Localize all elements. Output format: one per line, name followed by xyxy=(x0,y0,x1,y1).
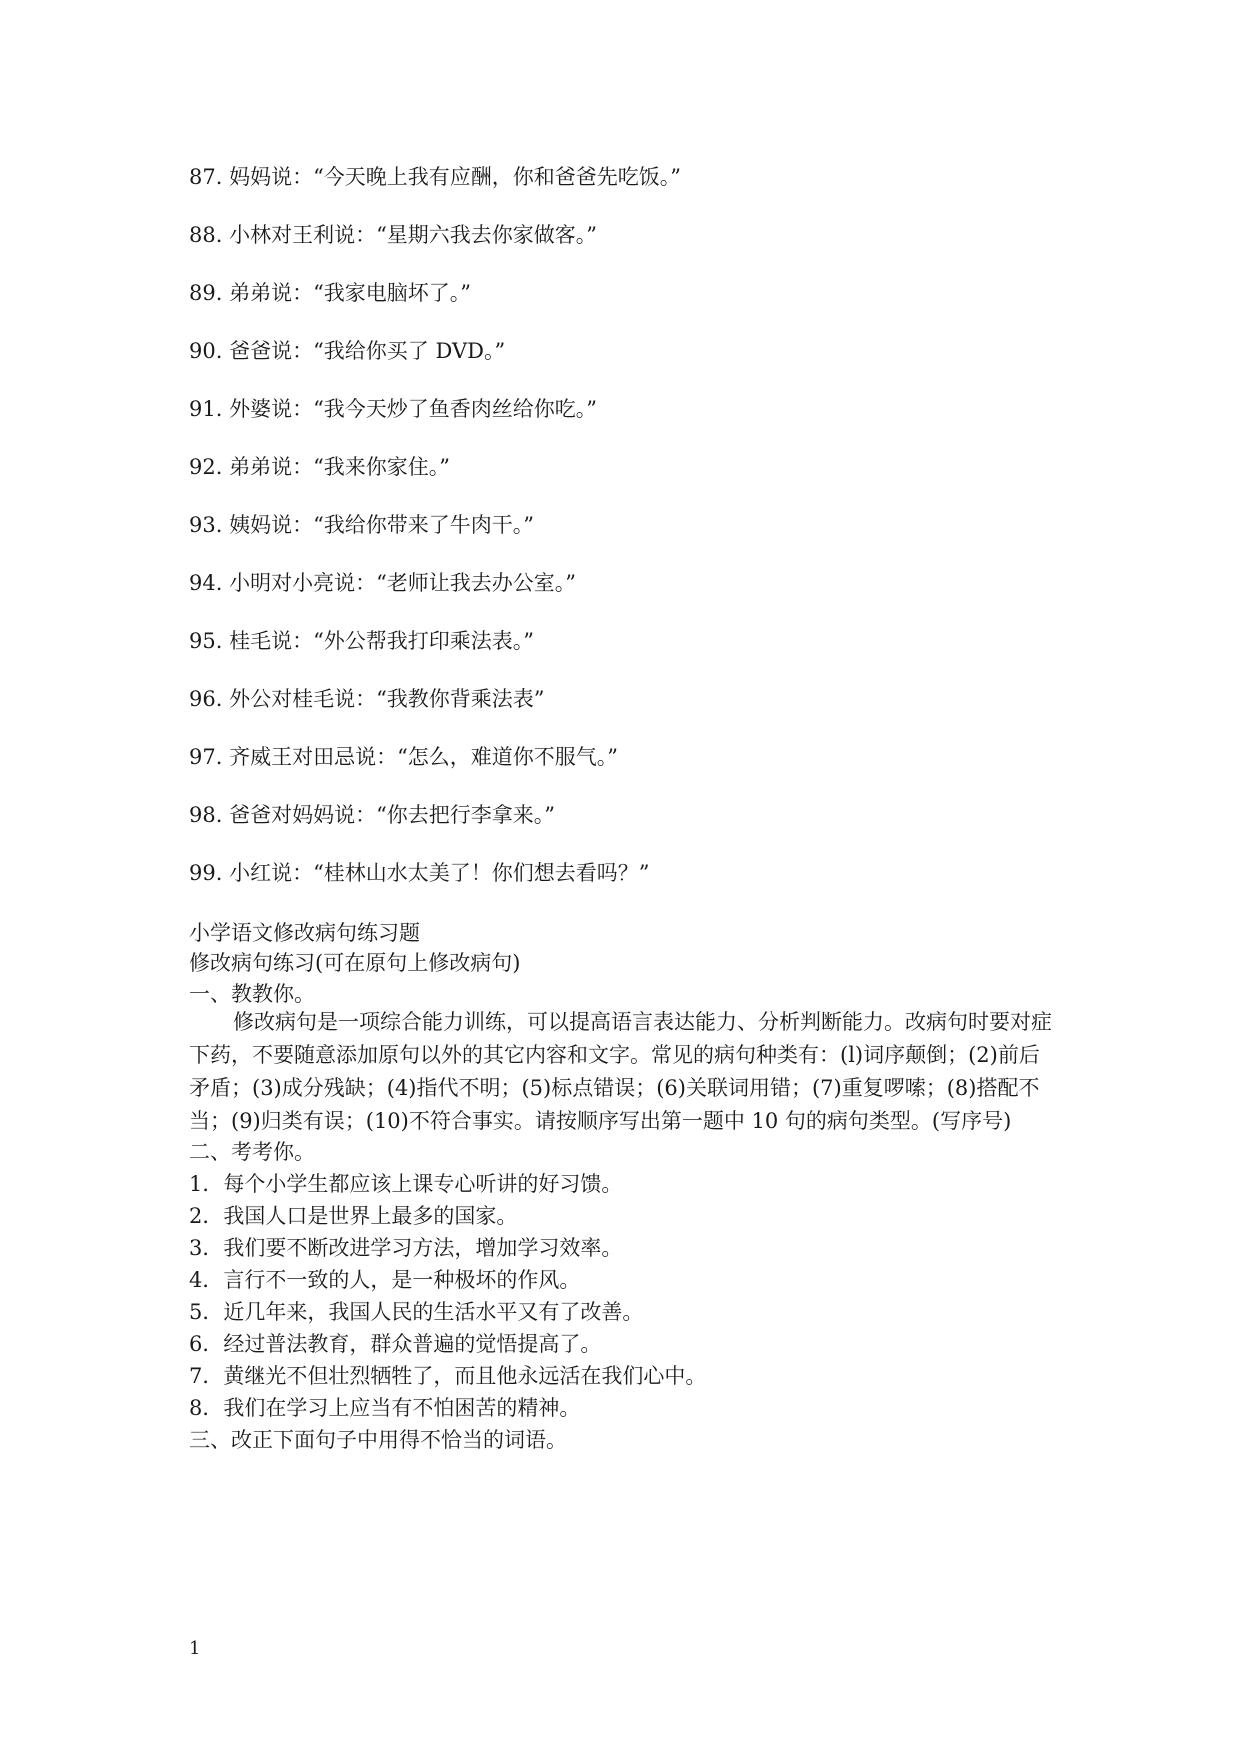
question-99: 99. 小红说：“桂林山水太美了！你们想去看吗？” xyxy=(189,861,650,885)
part2-item-6: 6．经过普法教育，群众普遍的觉悟提高了。 xyxy=(189,1332,602,1356)
part2-item-4: 4．言行不一致的人，是一种极坏的作风。 xyxy=(189,1268,581,1292)
part2-item-1: 1．每个小学生都应该上课专心听讲的好习馈。 xyxy=(189,1172,623,1196)
question-89: 89. 弟弟说：“我家电脑坏了。” xyxy=(189,281,472,305)
question-88: 88. 小林对王利说：“星期六我去你家做客。” xyxy=(189,223,598,247)
question-87: 87. 妈妈说：“今天晚上我有应酬，你和爸爸先吃饭。” xyxy=(189,165,682,189)
part1-heading: 一、教教你。 xyxy=(189,982,315,1006)
part1-paragraph-text: 修改病句是一项综合能力训练，可以提高语言表达能力、分析判断能力。改病句时要对症下药，不要随意添加原句以外的其它内容和文字。常见的病句种类有：(l)词序颠倒；(2)前后矛盾；(3)成分残缺；(4)指代不明；(5)标点错误；(6)关联词用错；(7)重复啰嗦；(8)搭配不当；(9)归类有误；(10)不符合事实。请按顺序写出第一题中 10 句的病句类型。(写序号) xyxy=(189,1010,1052,1133)
question-91: 91. 外婆说：“我今天炒了鱼香肉丝给你吃。” xyxy=(189,397,598,421)
question-93: 93. 姨妈说：“我给你带来了牛肉干。” xyxy=(189,513,535,537)
question-92: 92. 弟弟说：“我来你家住。” xyxy=(189,455,451,479)
question-96: 96. 外公对桂毛说：“我教你背乘法表” xyxy=(189,687,545,711)
section-subtitle: 修改病句练习(可在原句上修改病句) xyxy=(189,951,521,975)
part2-item-5: 5．近几年来，我国人民的生活水平又有了改善。 xyxy=(189,1300,644,1324)
part2-item-3: 3．我们要不断改进学习方法，增加学习效率。 xyxy=(189,1236,623,1260)
part2-item-8: 8．我们在学习上应当有不怕困苦的精神。 xyxy=(189,1396,581,1420)
question-97: 97. 齐威王对田忌说：“怎么，难道你不服气。” xyxy=(189,745,619,769)
part2-heading: 二、考考你。 xyxy=(189,1140,315,1164)
question-95: 95. 桂毛说：“外公帮我打印乘法表。” xyxy=(189,629,535,653)
part1-paragraph xyxy=(189,1006,1059,1138)
part2-item-2: 2．我国人口是世界上最多的国家。 xyxy=(189,1204,518,1228)
question-98: 98. 爸爸对妈妈说：“你去把行李拿来。” xyxy=(189,803,556,827)
part2-item-7: 7．黄继光不但壮烈牺牲了，而且他永远活在我们心中。 xyxy=(189,1364,707,1388)
page-number: 1 xyxy=(189,1638,201,1659)
section-title: 小学语文修改病句练习题 xyxy=(189,921,420,945)
question-94: 94. 小明对小亮说：“老师让我去办公室。” xyxy=(189,571,577,595)
part3-heading: 三、改正下面句子中用得不恰当的词语。 xyxy=(189,1428,567,1452)
question-90: 90. 爸爸说：“我给你买了 DVD。” xyxy=(189,339,506,363)
